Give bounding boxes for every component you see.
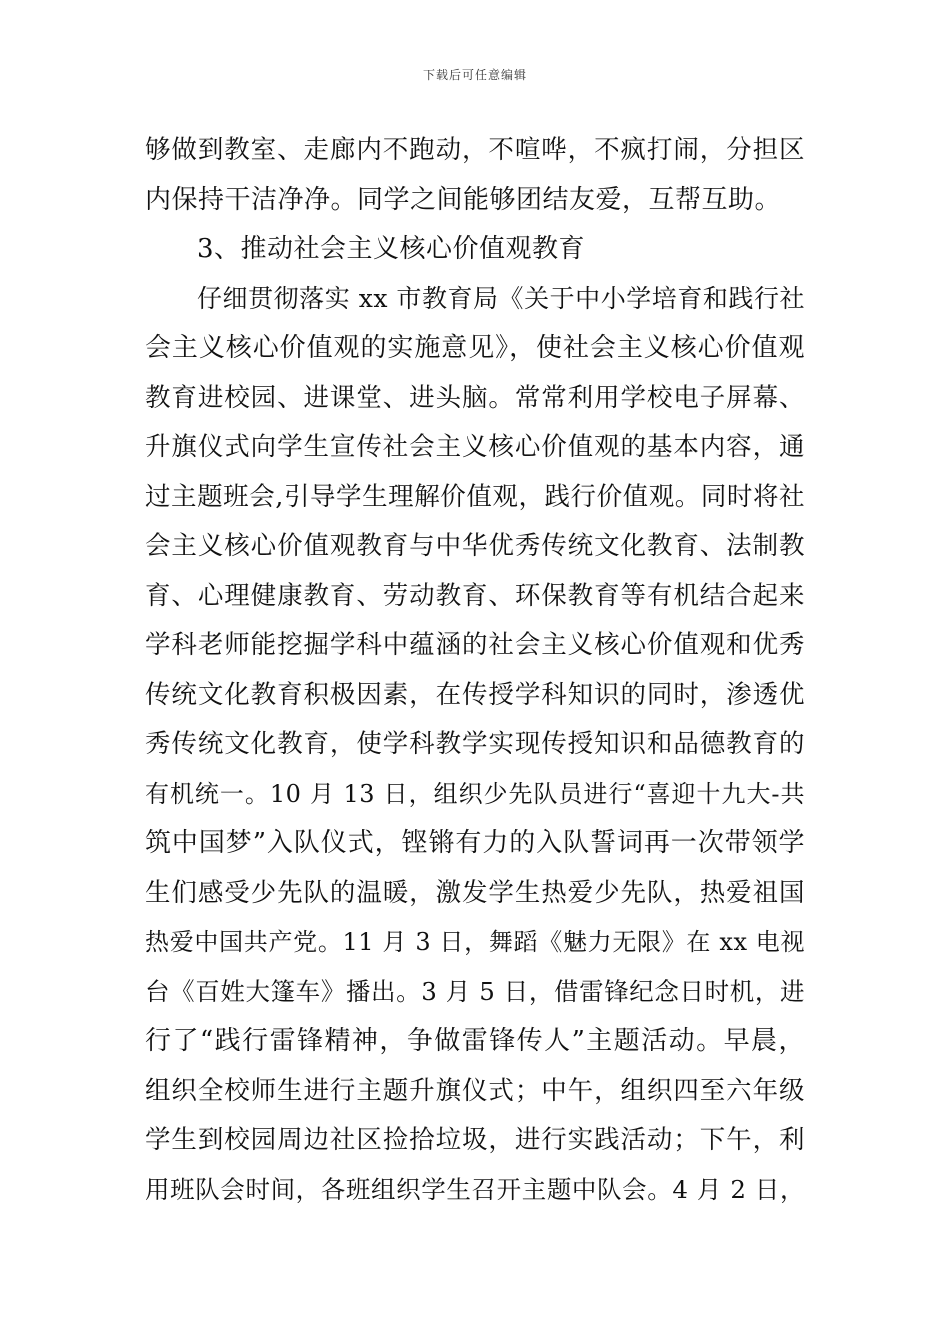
text-line: 升旗仪式向学生宣传社会主义核心价值观的基本内容，通 [145, 432, 805, 462]
text-line: 学科老师能挖掘学科中蕴涵的社会主义核心价值观和优秀 [145, 630, 805, 660]
text-line: 生们感受少先队的温暖，激发学生热爱少先队，热爱祖国 [145, 877, 805, 908]
text-line: 组织全校师生进行主题升旗仪式；中午，组织四至六年级 [145, 1075, 805, 1106]
section-heading: 3、推动社会主义核心价值观教育 [197, 234, 586, 264]
text-line: 秀传统文化教育，使学科教学实现传授知识和品德教育的 [145, 729, 805, 759]
body-text [145, 130, 805, 1219]
text-line: 够做到教室、走廊内不跑动，不喧哗，不疯打闹，分担区 [145, 135, 805, 165]
text-line: 学生到校园周边社区捡拾垃圾，进行实践活动；下午，利 [145, 1125, 805, 1155]
text-line: 育、心理健康教育、劳动教育、环保教育等有机结合起来 [145, 580, 805, 611]
text-line: 仔细贯彻落实 xx 市教育局《关于中小学培育和践行社 [197, 283, 805, 313]
page-header: 下载后可任意编辑 [422, 68, 527, 82]
text-line: 会主义核心价值观教育与中华优秀传统文化教育、法制教 [145, 531, 805, 561]
text-line: 用班队会时间，各班组织学生召开主题中队会。4 月 2 日， [145, 1174, 805, 1204]
text-line: 会主义核心价值观的实施意见》，使社会主义核心价值观 [145, 333, 805, 363]
text-line: 有机统一。10 月 13 日，组织少先队员进行“喜迎十九大-共 [145, 779, 805, 808]
text-line: 台《百姓大篷车》播出。3 月 5 日，借雷锋纪念日时机，进 [145, 976, 805, 1006]
text-line: 过主题班会,引导学生理解价值观，践行价值观。同时将社 [145, 481, 805, 512]
text-line: 传统文化教育积极因素，在传授学科知识的同时，渗透优 [145, 679, 805, 710]
text-line: 内保持干洁净净。同学之间能够团结友爱，互帮互助。 [145, 184, 782, 215]
text-line: 教育进校园、进课堂、进头脑。常常利用学校电子屏幕、 [145, 382, 805, 413]
text-line: 热爱中国共产党。11 月 3 日，舞蹈《魅力无限》在 xx 电视 [145, 928, 805, 956]
text-line: 筑中国梦”入队仪式，铿锵有力的入队誓词再一次带领学 [145, 828, 805, 858]
text-line: 行了“践行雷锋精神，争做雷锋传人”主题活动。早晨， [145, 1026, 805, 1056]
